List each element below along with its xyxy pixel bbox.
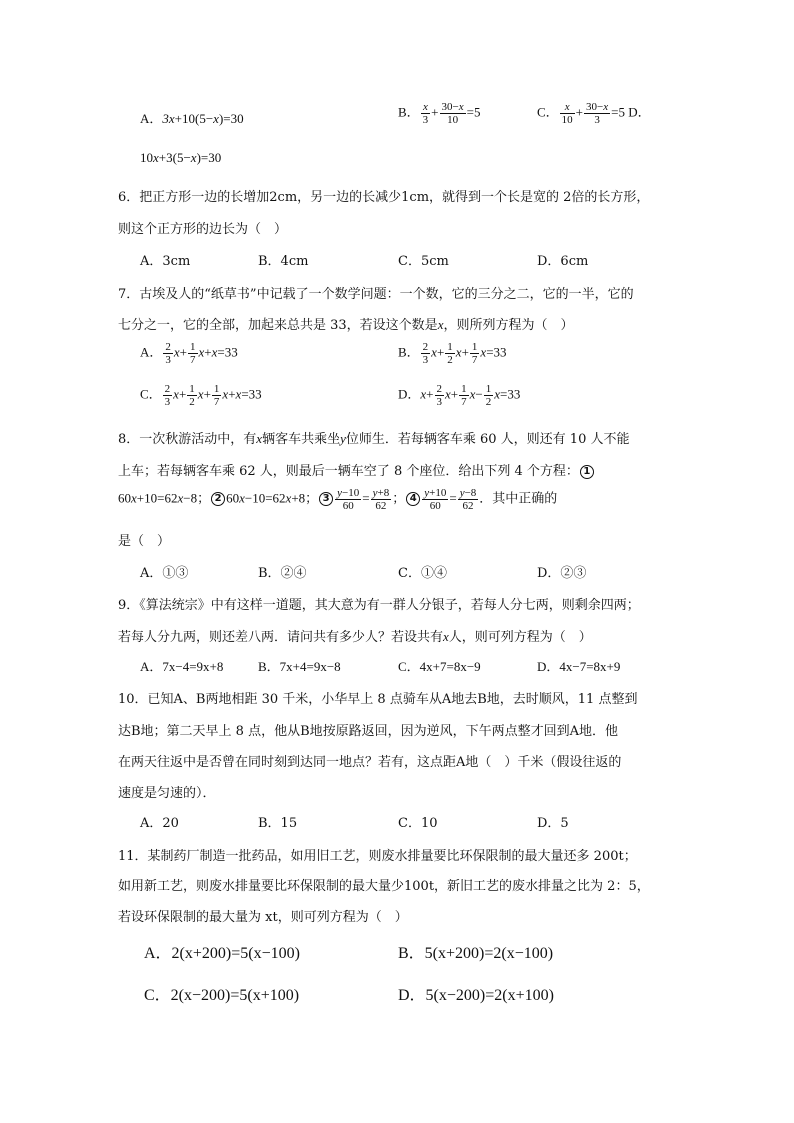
q10-option-c: C．10 [398, 816, 438, 831]
q6-option-c: C．5cm [398, 254, 449, 269]
q10-stem-line1: 10．已知A、B两地相距 30 千米，小华早上 8 点骑车从A地去B地，去时顺风，11 点整到 [118, 692, 638, 707]
q6-option-d: D．6cm [537, 254, 589, 269]
q7-option-b: B． $\frac{2}{3}$ x+ $\frac{1}{2}$ x+ $\frac{1}{7}$ x=33 [398, 341, 507, 366]
q6-stem-line2: 则这个正方形的边长为（ ） [118, 222, 288, 237]
q9-stem-line2: 若每人分九两，则还差八两．请问共有多少人？若设共有x人，则可列方程为（ ） [118, 629, 592, 645]
q7-option-d: D．x+ $\frac{2}{3}$ x+ $\frac{1}{7}$ x− $\frac{1}{2}$ x=33 [398, 383, 521, 408]
q11-option-d: D．5(x−200)=2(x+100) [398, 987, 554, 1004]
q8-option-c: C．①④ [398, 566, 447, 581]
q8-stem-line1: 8．一次秋游活动中，有x辆客车共乘坐y位师生．若每辆客车乘 60 人，则还有 10 人不能 [118, 431, 630, 447]
q10-stem-line3: 在两天往返中是否曾在同时刻到达同一地点？若有，这点距A地（ ）千米（假设往返的 [118, 755, 622, 770]
q7-option-c: C． $\frac{2}{3}$ x+ $\frac{1}{2}$ x+ $\frac{1}{7}$ x+x=33 [140, 383, 262, 408]
q10-option-a: A．20 [140, 816, 179, 831]
q5-option-a-render: A．3x+10(5−x)=30 [140, 111, 244, 126]
q11-stem-line2: 如用新工艺，则废水排量要比环保限制的最大量少100t，新旧工艺的废水排量之比为 2：5， [118, 879, 650, 894]
q5-option-c: C． $\frac{x}{10}$ + $\frac{30-x}{3}$ =5 D． [537, 101, 651, 126]
q11-option-b: B．5(x+200)=2(x−100) [398, 945, 554, 962]
q8-stem-line2: 上车；若每辆客车乘 62 人，则最后一辆车空了 8 个座位．给出下列 4 个方程： 1 [118, 460, 595, 479]
q10-stem-line2: 达B地；第二天早上 8 点，他从B地按原路返回，因为逆风，下午两点整才回到A地．他 [118, 724, 619, 739]
q10-stem-line4: 速度是匀速的）． [118, 786, 216, 801]
q9-stem-line1: 9．《算法统宗》中有这样一道题，其大意为有一群人分银子，若每人分七两，则剩余四两； [118, 598, 640, 613]
q6-stem-line1: 6．把正方形一边的长增加2cm，另一边的长减少1cm，就得到一个长是宽的 2倍的长方形， [118, 190, 650, 205]
q8-option-a: A．①③ [140, 566, 189, 581]
circled-number-1: 1 [580, 465, 594, 479]
q6-option-a: A．3cm [140, 254, 191, 269]
q11-option-a: A．2(x+200)=5(x−100) [144, 945, 300, 962]
q8-equations: 60x+10=62x−8； 2 60x−10=62x+8； 3 $\frac{y-10}{60}$ = $\frac{y+8}{62}$ ； 4 $\frac{y+10}{60}$ = $\frac{y-8}{62}$ ．其中正确的 [118, 487, 558, 512]
q8-option-b: B．②④ [258, 566, 307, 581]
q11-option-c: C．2(x−200)=5(x+100) [144, 987, 300, 1004]
q11-stem-line1: 11．某制药厂制造一批药品，如用旧工艺，则废水排量要比环保限制的最大量还多 200t； [118, 849, 637, 864]
q9-option-d: D．4x−7=8x+9 [537, 659, 621, 674]
q8-option-d: D．②③ [537, 566, 587, 581]
q11-stem-line3: 若设环保限制的最大量为 xt，则可列方程为（ ） [118, 910, 408, 925]
q9-option-c: C．4x+7=8x−9 [398, 659, 481, 674]
q10-option-d: D．5 [537, 816, 569, 831]
q9-option-b: B．7x+4=9x−8 [258, 659, 341, 674]
q5-option-b: B． $\frac{x}{3}$ + $\frac{30-x}{10}$ =5 [398, 101, 481, 126]
q6-option-b: B．4cm [258, 254, 309, 269]
q7-option-a: A． $\frac{2}{3}$ x+ $\frac{1}{7}$ x+x=33 [140, 341, 238, 366]
q9-option-a: A．7x−4=9x+8 [140, 659, 224, 674]
q7-stem-line1: 7．古埃及人的“纸草书”中记载了一个数学问题：一个数，它的三分之二，它的一半，它的 [118, 287, 634, 302]
q8-stem-line4: 是（ ） [118, 534, 171, 549]
q5-option-d: 10x+3(5−x)=30 [140, 150, 222, 165]
q7-stem-line2: 七分之一，它的全部，加起来总共是 33，若设这个数是x，则所列方程为（ ） [118, 317, 574, 333]
q10-option-b: B．15 [258, 816, 298, 831]
